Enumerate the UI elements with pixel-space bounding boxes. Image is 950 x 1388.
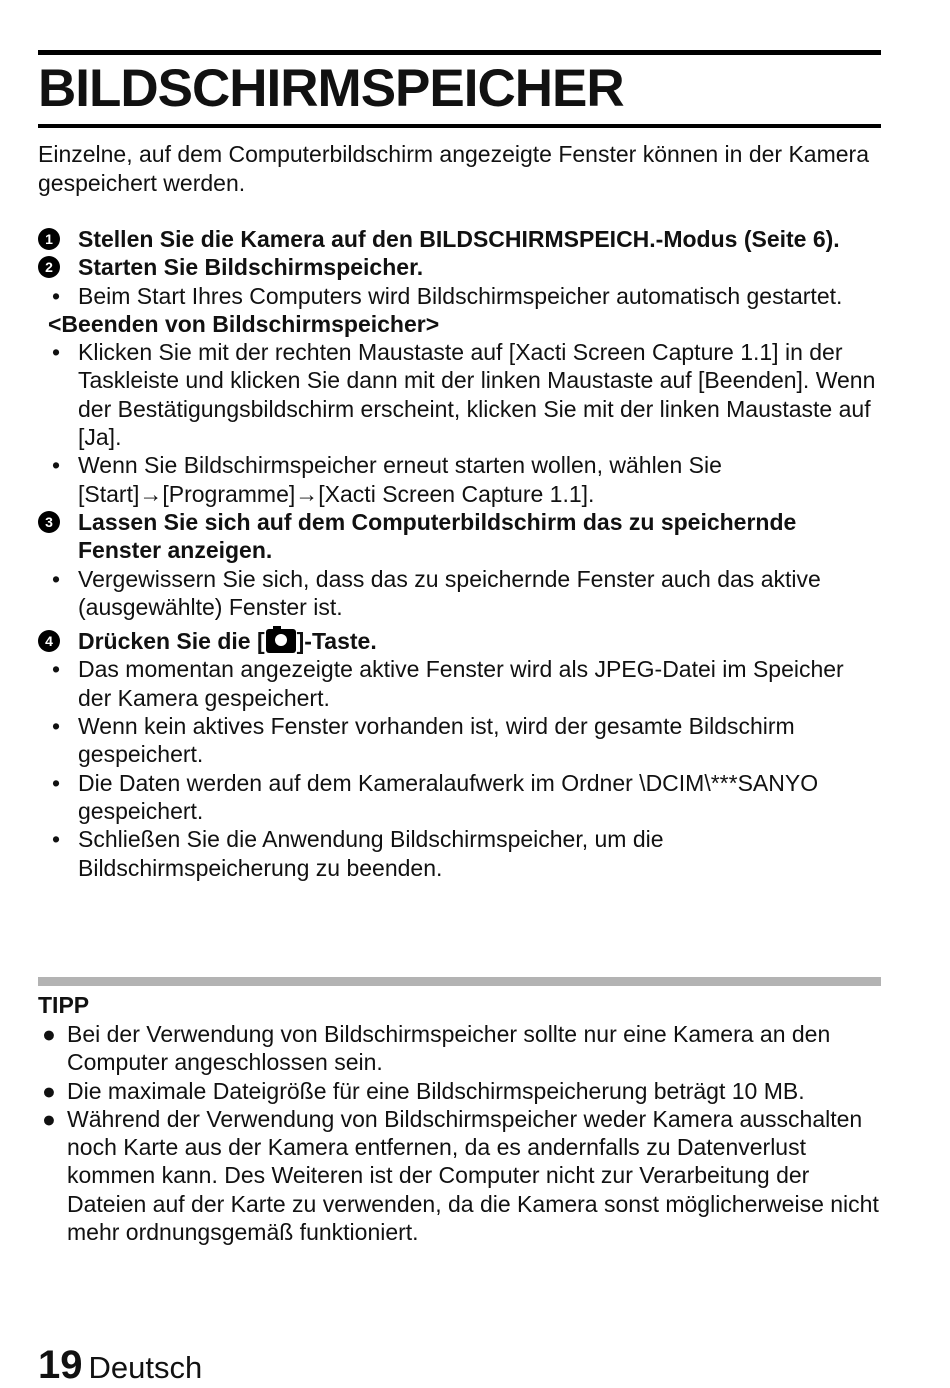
bullet-item	[38, 712, 881, 769]
bullet-text: Die Daten werden auf dem Kameralaufwerk im Ordner \DCIM\***SANYO gespeichert.	[78, 769, 819, 824]
tip-divider-bar	[38, 977, 881, 986]
step-heading-pre: Drücken Sie die [	[78, 628, 265, 655]
bullet-dot-icon: •	[52, 565, 61, 592]
step-number-badge: 3	[38, 511, 60, 533]
step-number-badge: 4	[38, 630, 60, 652]
bullet-dot-icon: •	[52, 452, 61, 479]
tip-item	[38, 1077, 881, 1105]
title-top-rule	[38, 50, 881, 55]
bullet-dot-icon: •	[52, 713, 61, 740]
bullet-item	[38, 338, 881, 451]
bullet-dot-icon: •	[52, 769, 61, 796]
tip-list	[38, 1020, 881, 1246]
tip-text: Während der Verwendung von Bildschirmspeicher weder Kamera ausschalten noch Karte aus der Kamera entfernen, da es andernfalls zu Datenverlust kommen kann. Des Weiteren ist der Computer nicht zur Verarbeitung der Dateien auf der Karte zu verwenden, da die Kamera sonst möglicherweise nicht mehr ordnungsgemäß funktioniert.	[67, 1105, 879, 1246]
bullet-text: Das momentan angezeigte aktive Fenster wird als JPEG-Datei im Speicher der Kamera gespeichert.	[78, 656, 844, 711]
bullet-item	[38, 565, 881, 622]
bullet-item	[38, 825, 881, 882]
tip-text: Bei der Verwendung von Bildschirmspeicher sollte nur eine Kamera an den Computer angeschlossen sein.	[67, 1021, 831, 1076]
bullet-text: Beim Start Ihres Computers wird Bildschirmspeicher automatisch gestartet.	[78, 282, 843, 309]
step-3	[38, 508, 881, 565]
tip-title: TIPP	[38, 992, 90, 1018]
bullet-text: Klicken Sie mit der rechten Maustaste auf [Xacti Screen Capture 1.1] in der Taskleiste und klicken Sie dann mit der linken Maustaste auf [Beenden]. Wenn der Bestätigungsbildschirm erscheint, klicken Sie mit der linken Maustaste auf [Ja].	[78, 339, 876, 451]
bullet-text: Wenn Sie Bildschirmspeicher erneut starten wollen, wählen Sie [Start]→[Programme]→[Xacti Screen Capture 1.1].	[78, 452, 722, 507]
bullet-text: Vergewissern Sie sich, dass das zu speichernde Fenster auch das aktive (ausgewählte) Fenster ist.	[78, 565, 821, 620]
bullet-item	[38, 655, 881, 712]
bullet-text: Schließen Sie die Anwendung Bildschirmspeicher, um die Bildschirmspeicherung zu beenden.	[78, 826, 664, 881]
tip-item	[38, 1020, 881, 1077]
sub-heading: <Beenden von Bildschirmspeicher>	[48, 310, 440, 337]
step-heading: Starten Sie Bildschirmspeicher.	[78, 254, 424, 281]
step-heading-post: ]-Taste.	[296, 628, 377, 655]
bullet-item	[38, 769, 881, 826]
page-title: BILDSCHIRMSPEICHER	[38, 59, 624, 118]
bullet-dot-icon: ●	[42, 1105, 56, 1132]
step-1	[38, 225, 881, 253]
bullet-dot-icon: •	[52, 656, 61, 683]
bullet-dot-icon: •	[52, 282, 61, 309]
steps-list	[38, 225, 881, 882]
step-heading: Stellen Sie die Kamera auf den BILDSCHIRMSPEICH.-Modus (Seite 6).	[78, 226, 840, 252]
step-4	[38, 627, 881, 655]
bullet-dot-icon: •	[52, 826, 61, 853]
step-heading: Lassen Sie sich auf dem Computerbildschirm das zu speichernde Fenster anzeigen.	[78, 508, 797, 564]
title-bottom-rule	[38, 124, 881, 128]
step-number-badge: 2	[38, 256, 60, 278]
bullet-item	[38, 451, 881, 508]
bullet-dot-icon: ●	[42, 1077, 56, 1104]
bullet-dot-icon: ●	[42, 1021, 56, 1047]
bullet-dot-icon: •	[52, 339, 61, 366]
language-label: Deutsch	[88, 1350, 203, 1385]
step-number-badge: 1	[38, 228, 60, 250]
tip-item	[38, 1105, 881, 1246]
page-footer	[38, 1343, 202, 1388]
camera-icon	[266, 629, 296, 653]
step-heading	[78, 627, 881, 655]
bullet-item	[38, 282, 881, 310]
tip-text: Die maximale Dateigröße für eine Bildschirmspeicherung beträgt 10 MB.	[67, 1077, 805, 1104]
step-2	[38, 253, 881, 281]
page-number: 19	[38, 1343, 83, 1387]
bullet-text: Wenn kein aktives Fenster vorhanden ist, wird der gesamte Bildschirm gespeichert.	[78, 713, 795, 768]
intro-text: Einzelne, auf dem Computerbildschirm angezeigte Fenster können in der Kamera gespeichert werden.	[38, 141, 869, 196]
